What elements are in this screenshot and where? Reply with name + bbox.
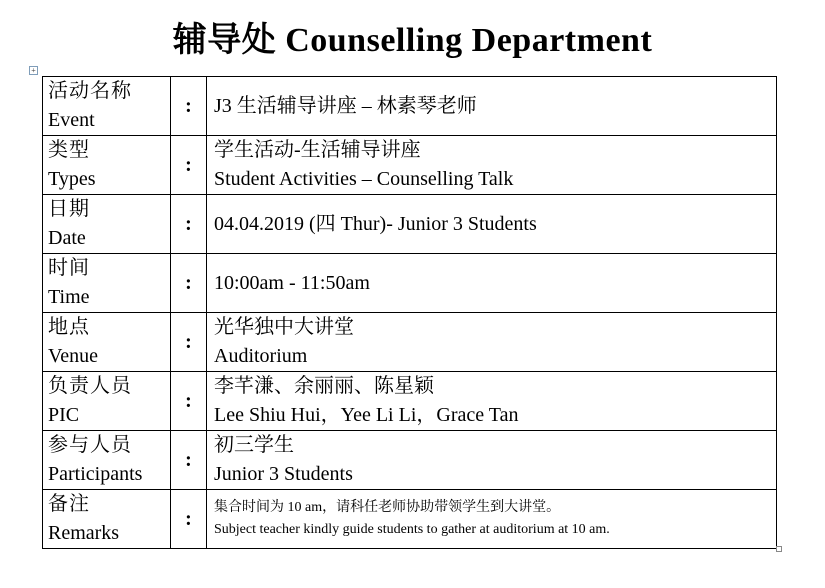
- table-row-venue: [43, 313, 777, 372]
- label-english: Types: [48, 168, 96, 190]
- table-row-event: [43, 77, 777, 136]
- label-english: Remarks: [48, 522, 120, 544]
- table-row-remarks: [43, 490, 777, 549]
- label-chinese: 活动名称: [48, 80, 132, 102]
- colon-cell: :: [171, 313, 207, 372]
- value-cell: [207, 136, 777, 195]
- table-row-time: [43, 254, 777, 313]
- label-cell: [43, 490, 171, 549]
- colon-cell: :: [171, 254, 207, 313]
- colon-cell: :: [171, 195, 207, 254]
- value-line-2: Student Activities – Counselling Talk: [214, 168, 514, 190]
- table-resize-handle[interactable]: [776, 546, 782, 552]
- label-cell: [43, 136, 171, 195]
- value-cell: [207, 77, 777, 136]
- label-cell: [43, 372, 171, 431]
- value-line-1: 李芊溓、余丽丽、陈星颖: [214, 375, 434, 397]
- value-line-1: 光华独中大讲堂: [214, 316, 354, 338]
- label-cell: [43, 254, 171, 313]
- table-row-participants: [43, 431, 777, 490]
- table-row-types: [43, 136, 777, 195]
- value-cell: [207, 431, 777, 490]
- label-chinese: 类型: [48, 139, 90, 161]
- value-cell: [207, 372, 777, 431]
- label-chinese: 备注: [48, 493, 90, 515]
- value-line-2: Lee Shiu Hui，Yee Li Li，Grace Tan: [214, 404, 519, 426]
- value-cell: [207, 195, 777, 254]
- label-cell: [43, 431, 171, 490]
- label-english: PIC: [48, 404, 80, 426]
- label-english: Time: [48, 286, 90, 308]
- colon-cell: :: [171, 77, 207, 136]
- value-line-2: Subject teacher kindly guide students to gather at auditorium at 10 am.: [214, 522, 610, 537]
- label-english: Date: [48, 227, 86, 249]
- label-english: Event: [48, 109, 95, 131]
- value-line-2: Junior 3 Students: [214, 463, 353, 485]
- colon-cell: :: [171, 372, 207, 431]
- table-row-date: [43, 195, 777, 254]
- label-cell: [43, 195, 171, 254]
- value-line-1: J3 生活辅导讲座 – 林素琴老师: [214, 94, 477, 117]
- label-chinese: 参与人员: [48, 434, 132, 456]
- value-line-1: 学生活动-生活辅导讲座: [214, 139, 421, 161]
- value-cell: [207, 254, 777, 313]
- label-chinese: 日期: [48, 198, 90, 220]
- colon-cell: :: [171, 136, 207, 195]
- colon-cell: :: [171, 490, 207, 549]
- value-line-1: 10:00am - 11:50am: [214, 271, 370, 294]
- value-line-1: 初三学生: [214, 434, 294, 456]
- label-chinese: 时间: [48, 257, 90, 279]
- value-line-1: 集合时间为 10 am，请科任老师协助带领学生到大讲堂。: [214, 500, 561, 515]
- table-row-pic: [43, 372, 777, 431]
- table-move-handle-icon[interactable]: +: [29, 66, 38, 75]
- label-cell: [43, 313, 171, 372]
- value-cell: [207, 313, 777, 372]
- label-chinese: 负责人员: [48, 375, 132, 397]
- label-chinese: 地点: [48, 316, 90, 338]
- label-cell: [43, 77, 171, 136]
- colon-cell: :: [171, 431, 207, 490]
- value-cell: [207, 490, 777, 549]
- value-line-1: 04.04.2019 (四 Thur)- Junior 3 Students: [214, 212, 537, 235]
- value-line-2: Auditorium: [214, 345, 308, 367]
- event-details-table: [42, 76, 777, 549]
- label-english: Venue: [48, 345, 98, 367]
- label-english: Participants: [48, 463, 143, 485]
- document-title: 辅导处 Counselling Department: [172, 22, 653, 59]
